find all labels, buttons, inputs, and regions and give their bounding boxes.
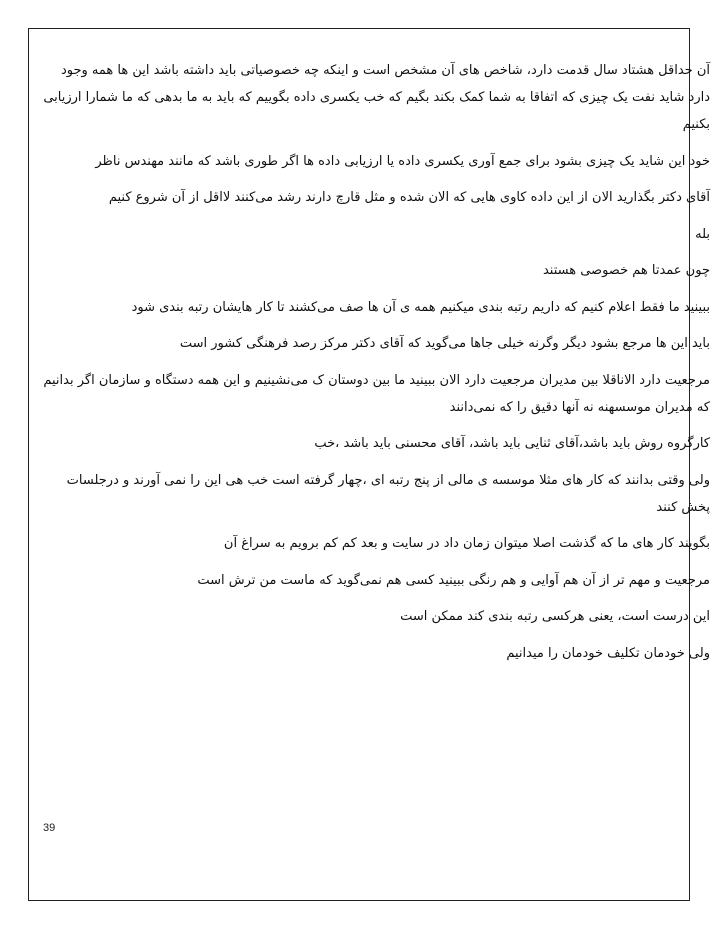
document-body [38,57,710,676]
paragraph: بله [695,226,710,242]
paragraph: آقای دکتر بگذارید الان از این داده کاوی هایی که الان شده و مثل قارچ دارند رشد می‌کنند لااقل از آن شروع کنیم [108,190,710,205]
paragraph: چون عمدتا هم خصوصی هستند [542,263,710,278]
paragraph: کارگروه روش باید باشد،آقای ثنایی باید باشد، آقای محسنی باید باشد ،خب [314,436,710,451]
page-number: 39 [43,822,56,834]
paragraph: ببینید ما فقط اعلام کنیم که داریم رتبه بندی میکنیم همه ی آن ها صف می‌کشند تا کار هایشان رتبه بندی شود [131,299,710,315]
paragraph: آن حداقل هشتاد سال قدمت دارد، شاخص های آن مشخص است و اینکه چه خصوصیاتی باید داشته باشد این ها همه وجود دارد شاید نفت یک چیزی که اتفاقا به شما کمک بکند بگیم که خب یکسری داده بگوییم که باید به ما بدهی که ما شمارا ارزیابی بکنیم [43,63,710,132]
paragraph: این درست است، یعنی هرکسی رتبه بندی کند ممکن است [400,609,710,624]
paragraph: مرجعیت دارد الاناقلا بین مدیران مرجعیت دارد الان ببینید ما بین دوستان ک می‌نشینیم و این همه دستگاه و سازمان اگر بدانیم که مدیران موسسهنه نه آنها دقیق را که نمی‌دانند [43,372,710,415]
paragraph: مرجعیت و مهم تر از آن هم آوایی و هم رنگی ببینید کسی هم نمی‌گوید که ماست من ترش است [197,572,710,588]
paragraph: ولی خودمان تکلیف خودمان را میدانیم [506,645,710,661]
paragraph: بگویند کار های ما که گذشت اصلا میتوان زمان داد در سایت و بعد کم کم برویم به سراغ آن [223,536,710,551]
paragraph: باید این ها مرجع بشود دیگر وگرنه خیلی جاها می‌گوید که آقای دکتر مرکز رصد فرهنگی کشور است [179,336,710,351]
paragraph: خود این شاید یک چیزی بشود برای جمع آوری یکسری داده یا ارزیابی داده ها اگر طوری باشد که مانند مهندس ناظر [95,153,710,169]
paragraph: ولی وقتی بدانند که کار های مثلا موسسه ی مالی از پنج رتبه ای ،چهار گرفته است خب هی این را نمی آورند و درجلسات پخش کنند [66,472,710,515]
